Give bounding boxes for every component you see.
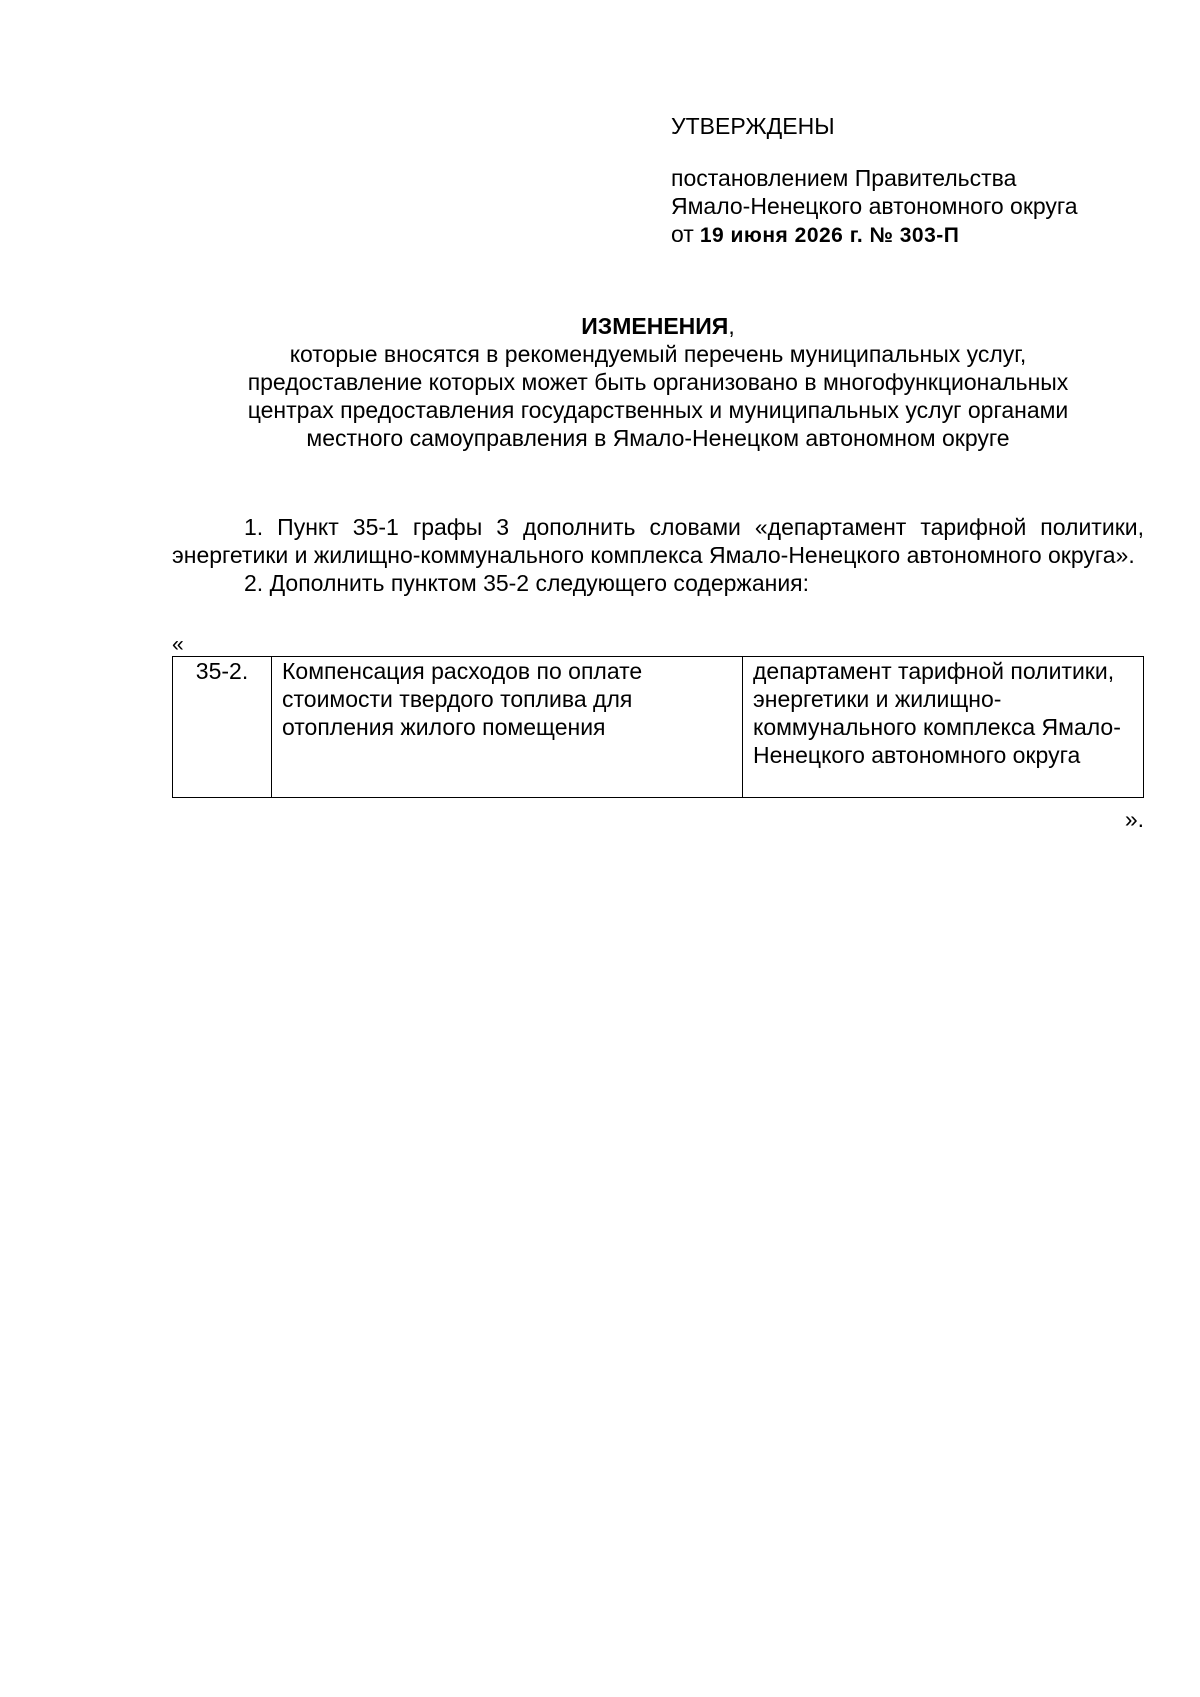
document-heading — [172, 312, 1144, 452]
heading-subtitle-line: предоставление которых может быть организовано в многофункциональных — [247, 369, 1069, 395]
approval-title: УТВЕРЖДЕНЫ — [671, 113, 835, 139]
paragraph-1: 1. Пункт 35-1 графы 3 дополнить словами «департамент тарифной политики, энергетики и жилищно-коммунального комплекса Ямало-Ненецкого автономного округа». — [172, 514, 1144, 568]
document-body — [172, 513, 1144, 597]
approval-block — [671, 112, 1141, 250]
heading-title: ИЗМЕНЕНИЯ — [581, 313, 729, 339]
table-cell-department: департамент тарифной политики, энергетики и жилищно-коммунального комплекса Ямало-Ненецкого автономного округа — [743, 657, 1144, 798]
services-table — [172, 656, 1144, 798]
heading-title-comma: , — [728, 313, 735, 339]
approval-line-1: постановлением Правительства — [671, 165, 1017, 191]
table-cell-service: Компенсация расходов по оплате стоимости твердого топлива для отопления жилого помещения — [272, 657, 743, 798]
heading-subtitle-line: центрах предоставления государственных и муниципальных услуг органами — [247, 397, 1069, 423]
approval-date-number: 19 июня 2026 г. № 303-П — [699, 224, 960, 247]
paragraph-2: 2. Дополнить пунктом 35-2 следующего содержания: — [244, 570, 810, 596]
approval-line-2: Ямало-Ненецкого автономного округа — [671, 193, 1078, 219]
table-row — [173, 657, 1144, 798]
heading-title-line — [172, 312, 1144, 340]
table-cell-number: 35-2. — [173, 657, 272, 798]
approval-from: от — [671, 221, 694, 247]
heading-subtitle-line: которые вносятся в рекомендуемый перечень муниципальных услуг, — [289, 341, 1027, 367]
heading-subtitle-line: местного самоуправления в Ямало-Ненецком автономном округе — [306, 425, 1010, 451]
approval-date-line — [671, 220, 1141, 250]
quote-open-mark: « — [172, 633, 184, 656]
quote-close-mark: ». — [1124, 806, 1144, 832]
